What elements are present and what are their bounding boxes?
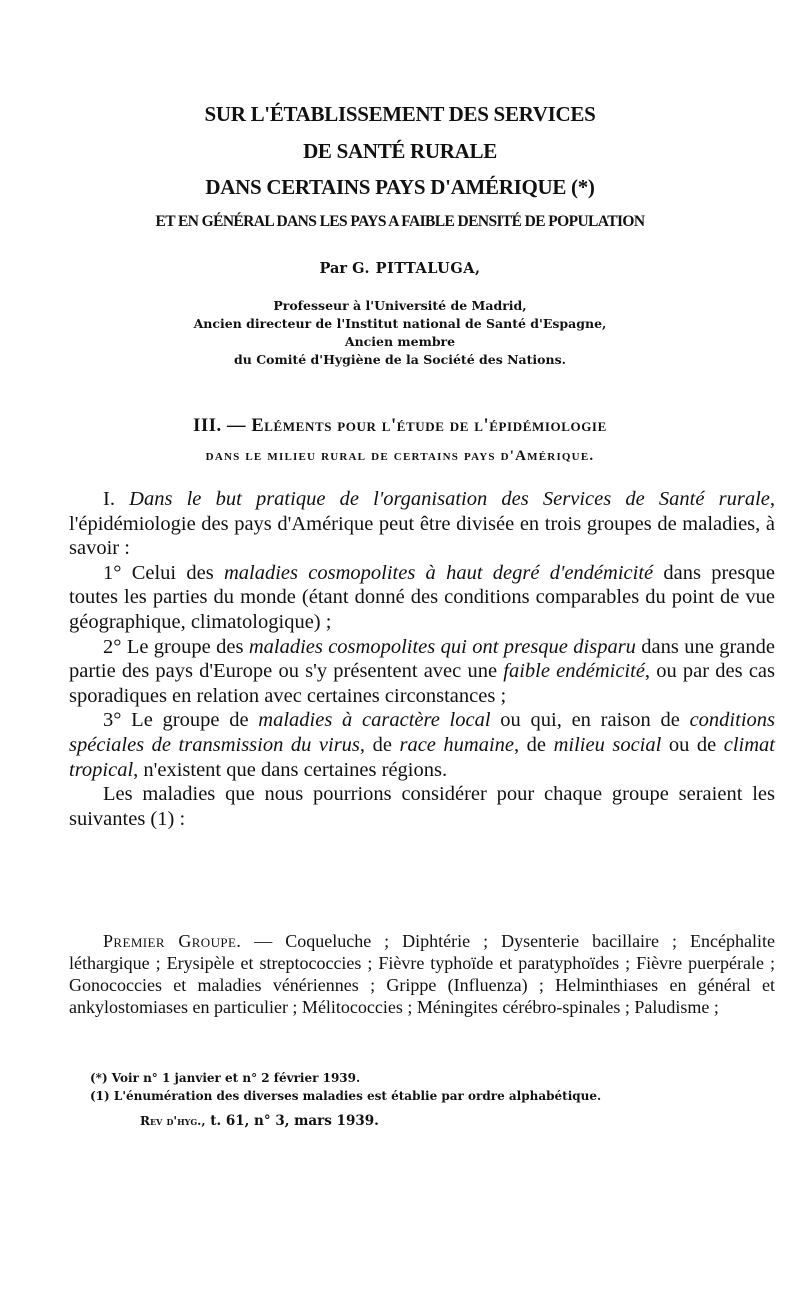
emphasis: milieu social bbox=[553, 733, 662, 756]
author-affiliation: Ancien membre bbox=[344, 334, 456, 349]
paragraph-lead: 2° Le groupe des bbox=[103, 635, 249, 658]
title-line-4: ET EN GÉNÉRAL DANS LES PAYS A FAIBLE DENSITÉ DE POPULATION bbox=[155, 213, 645, 230]
title-line-2: DE SANTÉ RURALE bbox=[303, 139, 497, 163]
emphasis: conditions spéciales de transmission du virus bbox=[69, 709, 775, 756]
paragraph-lead: 1° Celui des bbox=[103, 561, 224, 584]
title-line-1: SUR L'ÉTABLISSEMENT DES SERVICES bbox=[204, 102, 596, 126]
paragraph-text: ou de bbox=[661, 733, 724, 756]
paragraph: Les maladies que nous pourrions considérer pour chaque groupe seraient les suivantes (1) : bbox=[69, 783, 775, 830]
author-affiliation: Professeur à l'Université de Madrid, bbox=[273, 298, 527, 313]
body-text bbox=[69, 487, 775, 831]
title-line-3: DANS CERTAINS PAYS D'AMÉRIQUE (*) bbox=[205, 175, 595, 199]
author-prefix: Par bbox=[319, 260, 348, 277]
author-affiliation: Ancien directeur de l'Institut national de Santé d'Espagne, bbox=[193, 316, 607, 331]
paragraph-text: ou qui, en raison de bbox=[490, 709, 690, 732]
emphasis: maladies cosmopolites à haut degré d'endémicité bbox=[223, 561, 654, 584]
emphasis: Dans le but pratique de l'organisation des Services de Santé rurale bbox=[129, 488, 770, 510]
paragraph bbox=[69, 635, 775, 709]
emphasis: climat tropical bbox=[69, 733, 776, 781]
author-affiliation: du Comité d'Hygiène de la Société des Nations. bbox=[234, 352, 566, 367]
paragraph bbox=[69, 561, 775, 635]
paragraph bbox=[69, 708, 775, 782]
emphasis: faible endémicité bbox=[503, 660, 645, 683]
footnote: (*) Voir n° 1 janvier et n° 2 février 1939. bbox=[90, 1071, 361, 1085]
group-diseases: — Coqueluche ; Diphtérie ; Dysenterie bacillaire ; Encéphalite léthargique ; Erysipèle et streptococcies ; Fièvre typhoïde et paratyphoïdes ; Fièvre puerpérale ; Gonococcies et maladies vénériennes ; Grippe (Influenza) ; Helminthiases en général et ankylostomiases en particulier ; Mélitococcies ; Méningites cérébro-spinales ; Paludisme ; bbox=[69, 931, 775, 1017]
paragraph-text: dans une grande partie des pays d'Europe ou s'y présentent avec une bbox=[69, 635, 775, 683]
paragraph bbox=[69, 487, 775, 561]
author-line bbox=[0, 260, 800, 277]
author-name: G. PITTALUGA, bbox=[352, 260, 481, 277]
footnote: (1) L'énumération des diverses maladies est établie par ordre alphabétique. bbox=[90, 1089, 602, 1103]
paragraph-text: , de bbox=[359, 733, 400, 756]
journal-citation bbox=[140, 1113, 379, 1129]
paragraph-text: , n'existent que dans certaines régions. bbox=[133, 758, 448, 781]
paragraph-lead: I. bbox=[103, 488, 130, 510]
section-heading-line-1: III. — Eléments pour l'étude de l'épidémiologie bbox=[193, 416, 607, 436]
paragraph-lead: 3° Le groupe de bbox=[103, 709, 259, 732]
group-label: Premier Groupe. bbox=[103, 931, 242, 951]
emphasis: race humaine bbox=[399, 733, 515, 756]
group-list-paragraph bbox=[69, 930, 775, 1018]
paragraph-text: , l'épidémiologie des pays d'Amérique peut être divisée en trois groupes de maladies, à savoir : bbox=[69, 488, 776, 560]
section-heading-line-2: dans le milieu rural de certains pays d'Amérique. bbox=[205, 448, 595, 464]
journal-name: Rev d'hyg., bbox=[140, 1114, 206, 1128]
paragraph-text: dans presque toutes les parties du monde (étant donné des conditions comparables du point de vue géographique, climatologique) ; bbox=[69, 561, 775, 633]
emphasis: maladies cosmopolites qui ont presque disparu bbox=[248, 635, 636, 658]
footnotes bbox=[90, 1069, 730, 1105]
journal-issue: t. 61, n° 3, mars 1939. bbox=[205, 1113, 379, 1129]
paragraph-text: , ou par des cas sporadiques en relation avec certaines circonstances ; bbox=[69, 660, 775, 707]
paragraph-text: , de bbox=[514, 733, 554, 756]
emphasis: maladies à caractère local bbox=[258, 709, 491, 732]
